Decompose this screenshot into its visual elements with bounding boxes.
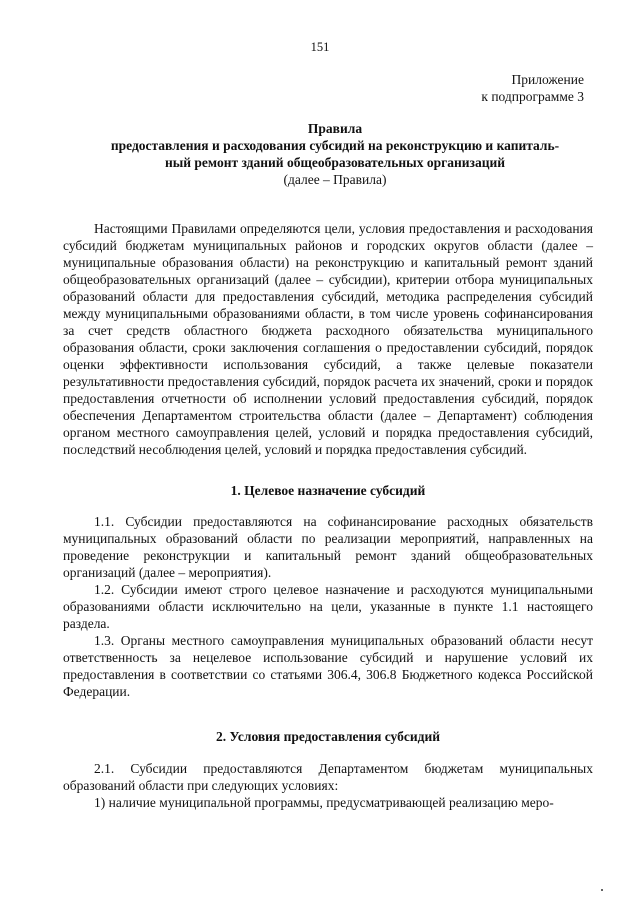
appendix-line-1: Приложение <box>511 72 584 87</box>
appendix-note <box>481 71 584 105</box>
page-number: 151 <box>310 40 330 54</box>
title-line-4: (далее – Правила) <box>283 172 387 187</box>
paragraph-2-1: 2.1. Субсидии предоставляются Департаментом бюджетам муниципальных образований области при следующих условиях: <box>63 761 593 793</box>
title-line-1: Правила <box>307 121 363 136</box>
paragraph-1-2: 1.2. Субсидии имеют строго целевое назначение и расходуются муниципальными образованиями области исключительно на цели, указанные в пункте 1.1 настоящего раздела. <box>63 582 593 631</box>
scan-speck <box>601 889 603 891</box>
title-line-3: ный ремонт зданий общеобразовательных организаций <box>164 155 506 170</box>
intro-paragraph: Настоящими Правилами определяются цели, условия предоставления и расходования субсидий бюджетам муниципальных районов и городских округов области (далее – муниципальные образования области) на реконструкцию и капитальный ремонт зданий общеобразовательных организаций (далее – субсидии), критерии отбора муниципальных образований области для предоставления субсидий, методика распределения субсидий между муниципальными образованиями области, в том числе уровень софинансирования за счет средств областного бюджета расходного обязательства муниципального образования области, сроки заключения соглашения о предоставлении субсидий, порядок оценки эффективности использования субсидий, а также целевые показатели результативности предоставления субсидий, порядок расчета их значений, сроки и порядок предоставления отчетности об исполнении условий предоставления субсидий, порядок обеспечения Департаментом строительства области (далее – Департамент) соблюдения органом местного самоуправления целей, условий и порядка предоставления субсидий, последствий несоблюдения целей, условий и порядка предоставления субсидий. <box>63 221 593 457</box>
document-title <box>70 120 600 188</box>
section-2-body <box>63 760 593 811</box>
paragraph-2-1-item-1: 1) наличие муниципальной программы, предусматривающей реализацию меро- <box>94 795 554 810</box>
appendix-line-2: к подпрограмме 3 <box>481 89 584 104</box>
paragraph-1-1: 1.1. Субсидии предоставляются на софинансирование расходных обязательств муниципальных образований области по реализации мероприятий, направленных на проведение реконструкции и капитальный ремонт зданий общеобразовательных организаций (далее – мероприятия). <box>63 514 593 580</box>
section-2-heading: 2. Условия предоставления субсидий <box>215 729 441 744</box>
section-1-body <box>63 513 593 700</box>
title-line-2: предоставления и расходования субсидий на реконструкцию и капиталь- <box>110 138 560 153</box>
paragraph-1-3: 1.3. Органы местного самоуправления муниципальных образований области несут ответственность за нецелевое использование субсидий и нарушение условий их предоставления в соответствии со статьями 306.4, 306.8 Бюджетного кодекса Российской Федерации. <box>63 633 593 699</box>
section-1-heading: 1. Целевое назначение субсидий <box>230 483 426 498</box>
intro-section <box>63 220 593 458</box>
